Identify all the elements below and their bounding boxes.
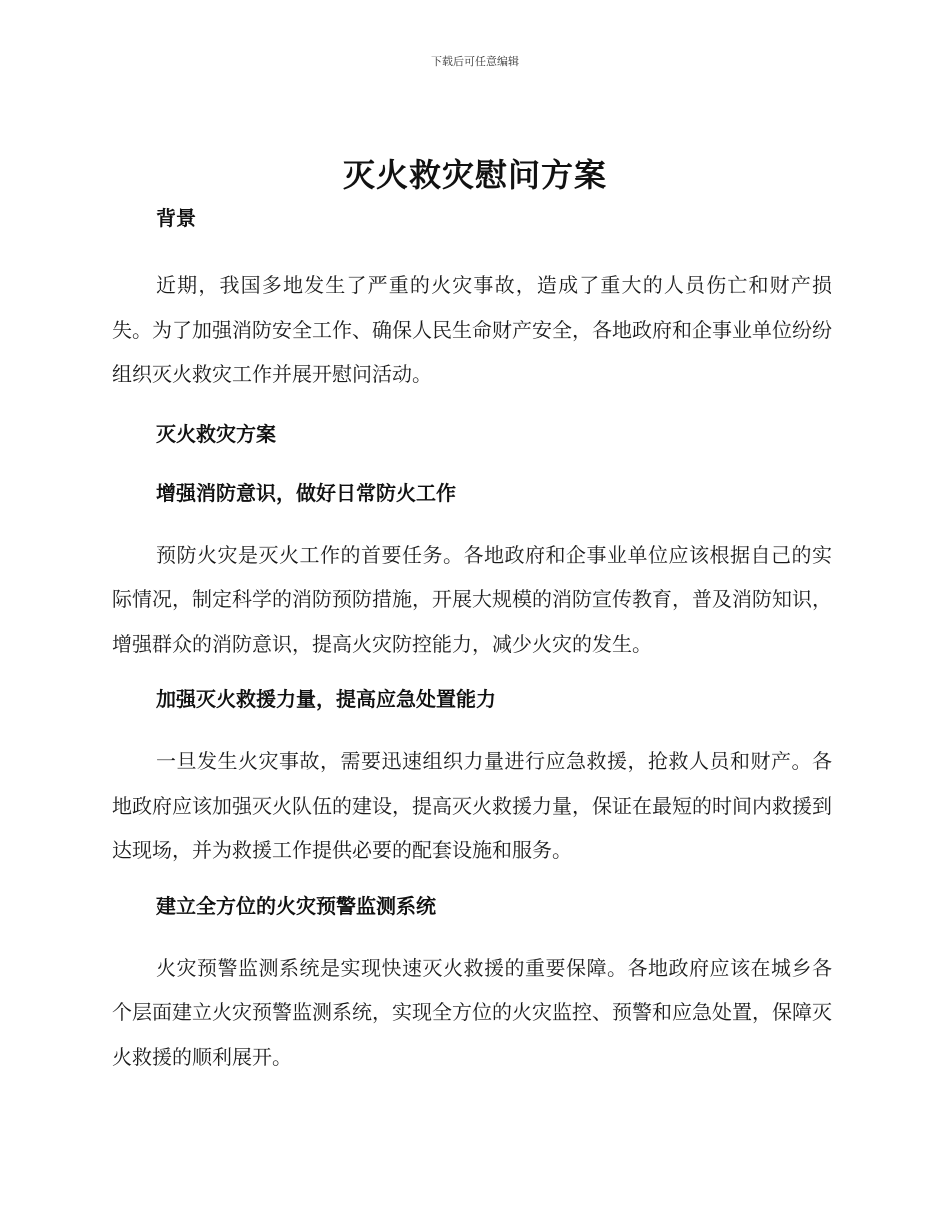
paragraph-warning: 火灾预警监测系统是实现快速灭火救援的重要保障。各地政府应该在城乡各个层面建立火灾预警监测系统，实现全方位的火灾监控、预警和应急处置，保障灭火救援的顺利展开。 (112, 955, 832, 1069)
section-heading-plan: 灭火救灾方案 (156, 421, 276, 446)
subsection-heading-rescue: 加强灭火救援力量，提高应急处置能力 (156, 687, 496, 711)
paragraph-background: 近期，我国多地发生了严重的火灾事故，造成了重大的人员伤亡和财产损失。为了加强消防安全工作、确保人民生命财产安全，各地政府和企事业单位纷纷组织灭火救灾工作并展开慰问活动。 (112, 273, 832, 386)
subsection-heading-warning: 建立全方位的火灾预警监测系统 (156, 893, 436, 918)
document-title: 灭火救灾慰问方案 (342, 156, 607, 194)
paragraph-rescue: 一旦发生火灾事故，需要迅速组织力量进行应急救援，抢救人员和财产。各地政府应该加强灭火队伍的建设，提高灭火救援力量，保证在最短的时间内救援到达现场，并为救援工作提供必要的配套设施和服务。 (112, 749, 832, 862)
document-body (112, 203, 832, 1079)
section-heading-background: 背景 (156, 206, 196, 230)
subsection-heading-awareness: 增强消防意识，做好日常防火工作 (156, 480, 456, 505)
header-note: 下载后可任意编辑 (431, 55, 519, 68)
paragraph-awareness: 预防火灾是灭火工作的首要任务。各地政府和企事业单位应该根据自己的实际情况，制定科学的消防预防措施，开展大规模的消防宣传教育，普及消防知识，增强群众的消防意识，提高火灾防控能力，减少火灾的发生。 (112, 542, 832, 656)
